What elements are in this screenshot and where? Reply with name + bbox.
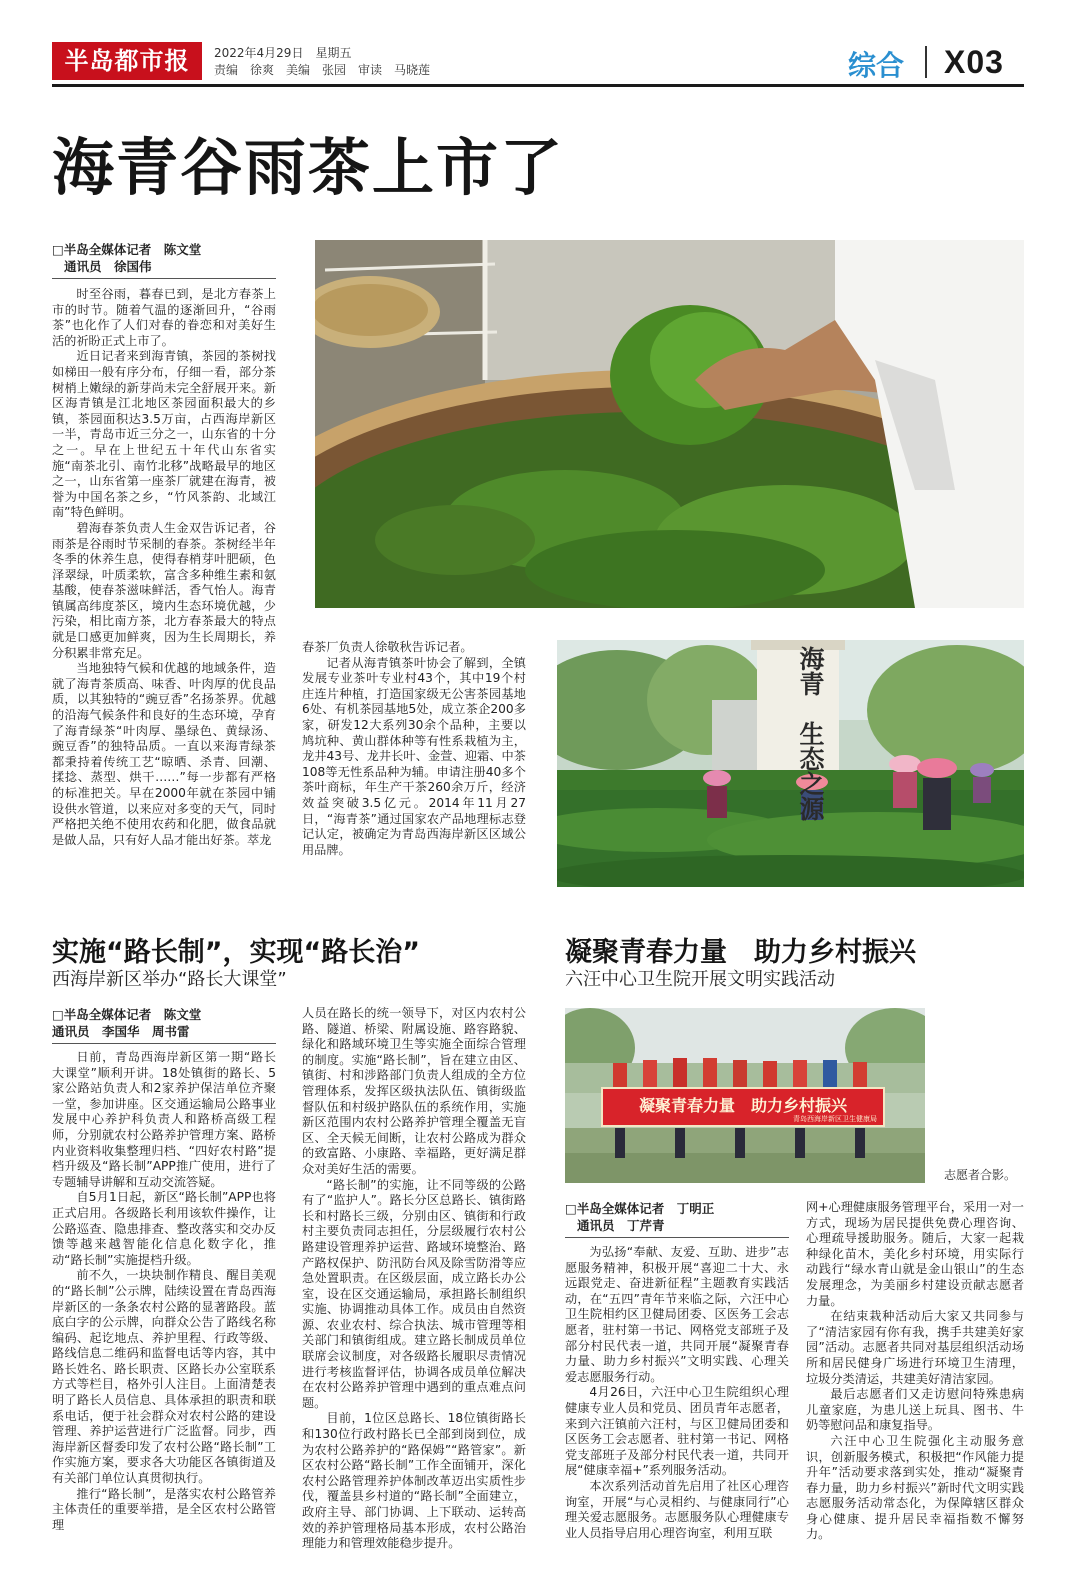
editor-credits: 责编 徐爽 美编 张园 审读 马晓莲 [214, 63, 431, 77]
article3-column-1 [565, 1245, 789, 1556]
paragraph: 碧海春茶负责人生金双告诉记者，谷雨茶是谷雨时节采制的春茶。茶树经半年冬季的休养生息，使得春梢芽叶肥硕，色泽翠绿，叶质柔软，富含多种维生素和氨基酸，使春茶滋味鲜活，香气怡人。海青镇属高纬度茶区，境内生态环境优越，少污染，相比南方茶，北方春茶最大的特点就是口感更加鲜爽，因为生长周期长，养分积累非常充足。 [52, 520, 276, 660]
paragraph: 前不久，一块块制作精良、醒目美观的“路长制”公示牌，陆续设置在青岛西海岸新区的一条条农村公路的显著路段。蓝底白字的公示牌，向群众公告了路线名称编码、起讫地点、养护里程、行政等级、路线信息二维码和监督电话等内容，其中路长姓名、路长职责、区路长办公室联系方式等栏目，格外引人注目。上面清楚表明了路长人员信息、具体承担的职责和联系电话，便于社会群众对农村公路的建设管理、养护运营进行广泛监督。同步，西海岸新区督委印发了农村公路“路长制”工作实施方案，要求各大功能区各镇街道及有关部门单位认真贯彻执行。 [52, 1268, 276, 1486]
article3-byline [565, 1200, 789, 1238]
paragraph: 当地独特气候和优越的地域条件，造就了海青茶质高、味香、叶肉厚的优良品质，以其独特的“豌豆香”名扬茶界。优越的沿海气候条件和良好的生态环境，孕育了海青绿茶“叶肉厚、墨绿色、黄绿汤、豌豆香”的独特品质。一直以来海青绿茶都秉持着传统工艺“晾晒、杀青、回潮、揉捻、蒸型、烘干……”每一步都有严格的标准把关。早在2000年就在茶园中铺设供水管道，以来应对多变的天气，同时严格把关绝不使用农药和化肥，做食品就是做人品，只有好人品才能出好茶。萃龙 [52, 661, 276, 847]
paragraph: 近日记者来到海青镇，茶园的茶树找如梯田一般有序分布，仔细一看，部分茶树梢上嫩绿的新芽尚未完全舒展开来。新区海青镇是江北地区茶园面积最大的乡镇，茶园面积达3.5万亩，占西海岸新区一半，青岛市近三分之一，山东省的十分之一。早在上世纪五十年代山东省实施“南茶北引、南竹北移”战略最早的地区之一，山东省第一座茶厂就建在海青，被誉为中国名茶之乡，“竹风茶韵、北域江南”特色鲜明。 [52, 349, 276, 520]
paragraph: 自5月1日起，新区“路长制”APP也将正式启用。各级路长利用该软件操作，让公路巡查、隐患排查、整改落实和交办反馈等越来越智能化信息化数字化，推动“路长制”实施提档升级。 [52, 1190, 276, 1267]
paragraph: 春茶厂负责人徐敬秋告诉记者。 [302, 640, 473, 654]
article2-headline: 实施“路长制”，实现“路长治” [52, 937, 420, 968]
paragraph: 在结束栽种活动后大家又共同参与了“清洁家园有你有我，携手共建美好家园”活动。志愿者共同对基层组织活动场所和居民健身广场进行环境卫生清理，垃圾分类清运，共建美好清洁家园。 [806, 1309, 1024, 1386]
article3-subhead: 六汪中心卫生院开展文明实践活动 [565, 969, 835, 990]
main-headline: 海青谷雨茶上市了 [52, 131, 565, 204]
volunteers-photo [565, 1008, 925, 1183]
paragraph: 网+心理健康服务管理平台，采用一对一方式，现场为居民提供免费心理咨询、心理疏导援助服务。随后，大家一起栽种绿化苗木，美化乡村环境，用实际行动践行“绿水青山就是金山银山”的生态发展理念，为美丽乡村建设贡献志愿者力量。 [806, 1200, 1024, 1308]
banner-title: 凝聚青春力量 助力乡村振兴 [638, 1096, 847, 1115]
section-name: 综合 [848, 49, 905, 82]
header-divider [925, 46, 927, 78]
article1-byline [52, 241, 276, 279]
paragraph: 时至谷雨，暮春已到，是北方春茶上市的时节。随着气温的逐渐回升，“谷雨茶”也化作了人们对春的眷恋和对美好生活的祈盼正式上市了。 [52, 287, 276, 348]
page-number: X03 [944, 44, 1004, 80]
byline-reporter: □半岛全媒体记者 丁明正 [565, 1201, 715, 1216]
paragraph: 日前，青岛西海岸新区第一期“路长大课堂”顺利开讲。18处镇街的路长、5家公路站负责人和2家养护保洁单位齐聚一堂，参加讲座。区交通运输局公路事业发展中心养护科负责人和路桥高级工程师，分别就农村公路养护管理方案、路桥内业资料收集整理归档、“四好农村路”提档升级及“路长制”APP推广使用，进行了专题辅导讲解和互动交流答疑。 [52, 1050, 276, 1189]
byline-correspondent: 通讯员 丁芹青 [577, 1218, 665, 1233]
article1-column-1 [52, 287, 276, 881]
paragraph: 本次系列活动首先启用了社区心理咨询室，开展“与心灵相约、与健康同行”心理关爱志愿服务。志愿服务队心理健康专业人员指导启用心理咨询室，利用互联 [565, 1478, 789, 1540]
header-rule [52, 84, 1024, 87]
photo-caption: 志愿者合影。 [944, 1168, 1017, 1182]
paragraph: 4月26日，六汪中心卫生院组织心理健康专业人员和党员、团员青年志愿者，来到六汪镇前六汪村，与区卫健局团委和区医务工会志愿者、驻村第一书记、网格党支部班子及部分村民代表一道，共同开展“健康幸福+”系列服务活动。 [565, 1385, 789, 1478]
paragraph: 人员在路长的统一领导下，对区内农村公路、隧道、桥梁、附属设施、路容路貌、绿化和路域环境卫生等实施全面综合管理的制度。实施“路长制”，旨在建立由区、镇街、村和涉路部门负责人组成的全方位管理体系，发挥区级执法队伍、镇街级监督队伍和村级护路队伍的系统作用，实施新区范围内农村公路养护管理全覆盖无盲区、全天候无间断，让农村公路成为群众的致富路、小康路、幸福路，更好满足群众对美好生活的需要。 [302, 1006, 526, 1176]
paragraph: 六汪中心卫生院强化主动服务意识，创新服务模式，积极把“作风能力提升年”活动要求落到实处，推动“凝聚青春力量，助力乡村振兴”新时代文明实践志愿服务活动常态化，为保障辖区群众身心健康、提升居民幸福指数不懈努力。 [806, 1433, 1024, 1542]
paragraph: “路长制”的实施，让不同等级的公路有了“监护人”。路长分区总路长、镇街路长和村路长三级，分别由区、镇街和行政村主要负责同志担任，分层级履行农村公路建设管理养护运营、路域环境整治、路产路权保护、防汛防台风及除雪防滑等应急处置职责。在区级层面，成立路长办公室，设在区交通运输局，承担路长制组织实施、协调推动具体工作。成员由自然资源、农业农村、综合执法、城市管理等相关部门和镇街组成。建立路长制成员单位联席会议制度，对各级路长履职尽责情况进行考核监督评估，协调各成员单位解决在农村公路养护管理中遇到的重点难点问题。 [302, 1177, 526, 1410]
issue-date: 2022年4月29日 星期五 [214, 46, 352, 60]
banner-organizer: 青岛西海岸新区卫生健康局 [793, 1115, 877, 1123]
tea-pickers-photo [557, 640, 1024, 887]
paragraph: 记者从海青镇茶叶协会了解到，全镇发展专业茶叶专业村43个，其中19个村庄连片种植，打造国家级无公害茶园基地6处、有机茶园基地5处，成立茶企200多家，研发12大系列30余个品种，主要以鸠坑种、黄山群体种等有性系栽植为主，龙井43号、龙井长叶、金萱、迎霜、中茶108等无性系品种为辅。申请注册40多个茶叶商标，年生产干茶260余万斤，经济效益突破3.5亿元。2014年11月27日，“海青茶”通过国家农产品地理标志登记认定，被确定为青岛西海岸新区区域公用品牌。 [302, 655, 526, 857]
byline-correspondent: 通讯员 徐国伟 [64, 259, 152, 274]
article1-column-2 [302, 640, 526, 880]
byline-reporter: □半岛全媒体记者 陈文堂 [52, 1007, 202, 1022]
masthead-logo: 半岛都市报 [52, 42, 202, 80]
byline-correspondent: 通讯员 李国华 周书雷 [52, 1024, 190, 1039]
article3-column-2 [806, 1200, 1024, 1556]
article2-column-1 [52, 1050, 276, 1556]
paragraph: 最后志愿者们又走访慰问特殊患病儿童家庭，为患儿送上玩具、图书、牛奶等慰问品和康复指导。 [806, 1387, 1024, 1433]
paragraph: 目前，1位区总路长、18位镇街路长和130位行政村路长已全部到岗到位，成为农村公路养护的“路保姆”“路管家”。新区农村公路“路长制”工作全面铺开，深化农村公路管理养护体制改革迈出实质性步伐，覆盖县乡村道的“路长制”全面建立，政府主导、部门协调、上下联动、运转高效的养护管理格局基本形成，农村公路治理能力和管理效能稳步提升。 [302, 1411, 526, 1551]
tea-sign-text: 海青 生态之源 [796, 646, 825, 821]
paragraph: 推行“路长制”，是落实农村公路管养主体责任的重要举措，是全区农村公路管理 [52, 1486, 276, 1532]
article3-headline: 凝聚青春力量 助力乡村振兴 [565, 937, 916, 968]
volunteer-banner [601, 1087, 885, 1127]
article2-byline [52, 1006, 276, 1044]
article2-column-2 [302, 1006, 526, 1556]
paragraph: 为弘扬“奉献、友爱、互助、进步”志愿服务精神，积极开展“喜迎二十大、永远跟党走、奋进新征程”主题教育实践活动，在“五四”青年节来临之际，六汪中心卫生院相约区卫健局团委、区医务工会志愿者，驻村第一书记、网格党支部班子及部分村民代表一道，共同开展“凝聚青春力量、助力乡村振兴”文明实践、心理关爱志愿服务行动。 [565, 1245, 789, 1384]
article2-subhead: 西海岸新区举办“路长大课堂” [52, 969, 287, 990]
tea-leaves-photo [315, 240, 1024, 608]
byline-reporter: □半岛全媒体记者 陈文堂 [52, 242, 202, 257]
